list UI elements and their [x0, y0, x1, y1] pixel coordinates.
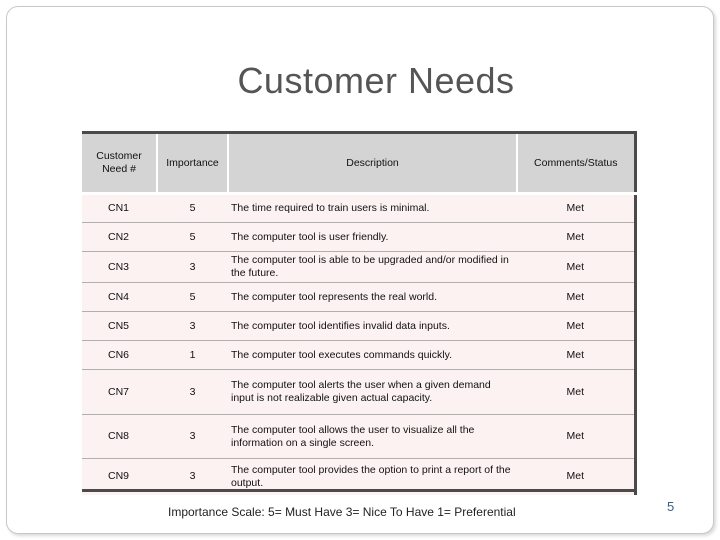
description-cell: The computer tool allows the user to visualize all the information on a single screen.	[228, 415, 517, 459]
header-need-id: Customer Need #	[82, 133, 157, 194]
status-cell: Met	[517, 223, 635, 252]
description-cell: The computer tool is able to be upgraded and/or modified in the future.	[228, 252, 517, 283]
need-id-cell: CN7	[82, 370, 157, 415]
description-cell: The computer tool identifies invalid data inputs.	[228, 312, 517, 341]
table-row	[82, 341, 635, 370]
importance-cell: 3	[157, 312, 228, 341]
table-row	[82, 312, 635, 341]
header-status: Comments/Status	[517, 133, 635, 194]
description-cell: The computer tool executes commands quickly.	[228, 341, 517, 370]
need-id-cell: CN2	[82, 223, 157, 252]
slide-title: Customer Needs	[237, 60, 515, 101]
table-row	[82, 283, 635, 312]
table-row	[82, 194, 635, 223]
status-cell: Met	[517, 370, 635, 415]
table-row	[82, 370, 635, 415]
need-id-cell: CN1	[82, 194, 157, 223]
description-cell: The computer tool represents the real world.	[228, 283, 517, 312]
need-id-cell: CN6	[82, 341, 157, 370]
description-cell: The computer tool alerts the user when a given demand input is not realizable given actual capacity.	[228, 370, 517, 415]
importance-scale-note: Importance Scale: 5= Must Have 3= Nice To Have 1= Preferential	[168, 505, 516, 519]
need-id-cell: CN9	[82, 459, 157, 495]
status-cell: Met	[517, 252, 635, 283]
customer-needs-table	[82, 131, 635, 495]
importance-cell: 3	[157, 370, 228, 415]
table-row	[82, 252, 635, 283]
importance-cell: 3	[157, 415, 228, 459]
need-id-cell: CN5	[82, 312, 157, 341]
need-id-cell: CN3	[82, 252, 157, 283]
importance-cell: 5	[157, 283, 228, 312]
table-row	[82, 223, 635, 252]
importance-cell: 3	[157, 252, 228, 283]
need-id-cell: CN4	[82, 283, 157, 312]
status-cell: Met	[517, 283, 635, 312]
status-cell: Met	[517, 341, 635, 370]
page-number: 5	[667, 499, 675, 514]
status-cell: Met	[517, 194, 635, 223]
description-cell: The computer tool provides the option to print a report of the output.	[228, 459, 517, 495]
importance-cell: 3	[157, 459, 228, 495]
status-cell: Met	[517, 312, 635, 341]
status-cell: Met	[517, 459, 635, 495]
need-id-cell: CN8	[82, 415, 157, 459]
description-cell: The time required to train users is minimal.	[228, 194, 517, 223]
importance-cell: 5	[157, 223, 228, 252]
header-importance: Importance	[157, 133, 228, 194]
table-row	[82, 415, 635, 459]
table-header-row	[82, 133, 635, 194]
status-cell: Met	[517, 415, 635, 459]
importance-cell: 1	[157, 341, 228, 370]
importance-cell: 5	[157, 194, 228, 223]
header-description: Description	[228, 133, 517, 194]
description-cell: The computer tool is user friendly.	[228, 223, 517, 252]
table-bottom-border	[82, 489, 635, 492]
